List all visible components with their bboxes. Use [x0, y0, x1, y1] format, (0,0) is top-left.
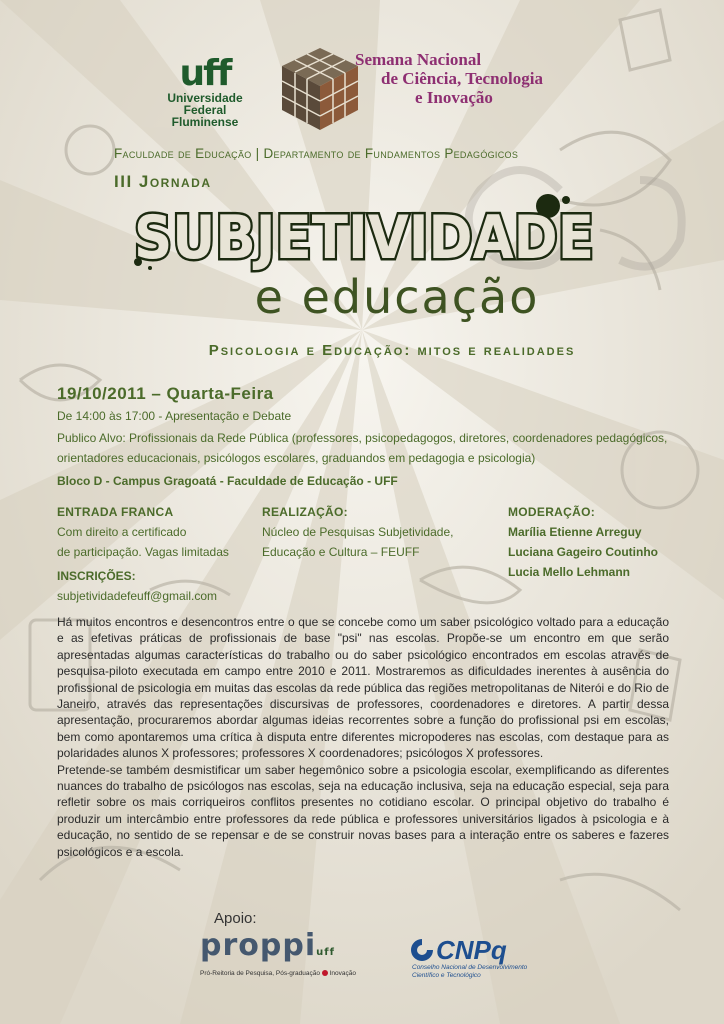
description-paragraph-1: Há muitos encontros e desencontros entre o que se concebe como um saber psicológico voltado para a educação e as efetivas práticas de profissionais de base "psi" nas escolas. Propõe-se um encontro em que serão apresentadas algumas características do trabalho ou do saber psicológico encontrados em escolas através de pesquisa-piloto executada em campo entre 2010 e 2011. Mostraremos as dificuldades inerentes à ausência do profissional de psicologia em muitas das escolas da rede pública das regiões metropolitanas de Niterói e do Rio de Janeiro, através das representações discursivas de professores, coordenadores e diretores. A partir dessa apresentação, procuraremos abordar algumas ideias recorrentes sobre a função do profissional psi em escolas, bem como apontaremos uma crítica à disputa entre diferentes micropoderes nas escolas, com destaque para as polaridades alunos X professores; professores X coordenadores; psicólogos X professores.: [57, 615, 669, 761]
target-audience: Publico Alvo: Profissionais da Rede Pública (professores, psicopedagogos, diretores, coordenadores pedagógicos, orientadores educacionais, psicólogos escolares, graduandos em pedagogia e psicologia): [57, 431, 668, 465]
event-time: De 14:00 às 17:00 - Apresentação e Debate: [57, 409, 292, 423]
cnpq-mark-text: CNPq: [436, 935, 507, 965]
uff-logo-name-3: Fluminense: [171, 115, 239, 129]
inscricoes-block: [57, 566, 217, 606]
entrada-franca-block: [57, 502, 257, 562]
entrada-line-2: de participação. Vagas limitadas: [57, 545, 229, 559]
uff-logo-name-2: Federal: [183, 103, 227, 117]
proppi-logo: [200, 930, 370, 978]
description-paragraph-2: Pretende-se também desmistificar um saber hegemônico sobre a psicologia escolar, exemplificando as diferentes nuances do trabalho de psicólogos nas escolas, seja na educação inclusiva, seja na educação especial, seja para refletir sobre os mais corriqueiros conflitos presentes no cotidiano escolar. O principal objetivo do trabalho é produzir um intercâmbio entre professores da rede pública e professores universitários ligados à psicologia e à educação, no sentido de se repensar e de se construir novas bases para a interação entre os saberes e fazeres psicológicos e a escola.: [57, 762, 669, 859]
entrada-franca-heading: ENTRADA FRANCA: [57, 505, 174, 519]
snct-line-2: de Ciência, Tecnologia: [381, 69, 543, 88]
proppi-logo-mark: [200, 930, 370, 969]
uff-logo-mark: uff: [179, 53, 231, 94]
snct-line-3: e Inovação: [415, 88, 493, 107]
moderacao-block: [508, 502, 708, 582]
proppi-uff-text: uff: [316, 947, 335, 958]
cnpq-caption-2: Científico e Tecnológico: [412, 972, 481, 979]
faculty-line: Faculdade de Educação | Departamento de Fundamentos Pedagógicos: [114, 146, 519, 161]
title-subline: e educação: [254, 270, 540, 324]
proppi-caption-2: Inovação: [329, 970, 356, 977]
moderacao-heading: MODERAÇÃO:: [508, 505, 595, 519]
main-title: [130, 196, 600, 272]
inscricoes-email[interactable]: subjetividadefeuff@gmail.com: [57, 589, 218, 603]
moderator-name: Marília Etienne Arreguy: [508, 525, 642, 539]
realizacao-line-2: Educação e Cultura – FEUFF: [262, 545, 420, 559]
cnpq-logo: [408, 936, 558, 980]
realizacao-heading: REALIZAÇÃO:: [262, 505, 348, 519]
cnpq-swirl-icon: [408, 937, 436, 963]
uff-logo: [160, 53, 250, 129]
event-location: Bloco D - Campus Gragoatá - Faculdade de Educação - UFF: [57, 474, 398, 488]
entrada-line-1: Com direito a certificado: [57, 525, 187, 539]
apoio-label: Apoio:: [214, 910, 257, 927]
proppi-caption: [200, 969, 370, 978]
snct-line-1: Semana Nacional: [355, 50, 482, 69]
proppi-mark-text: proppi: [200, 928, 317, 963]
event-date: 19/10/2011 – Quarta-Feira: [57, 384, 274, 403]
description-text: [57, 614, 669, 860]
semana-nacional-title: [355, 50, 595, 107]
subtitle: Psicologia e Educação: mitos e realidades: [208, 342, 576, 359]
red-dot-icon: [322, 970, 328, 976]
realizacao-line-1: Núcleo de Pesquisas Subjetividade,: [262, 525, 454, 539]
cnpq-logo-mark: [408, 936, 558, 964]
inscricoes-heading: INSCRIÇÕES:: [57, 569, 136, 583]
main-title-text: SUBJETIVIDADE: [134, 203, 594, 273]
uff-logo-name-1: Universidade: [167, 91, 243, 105]
realizacao-block: [262, 502, 502, 562]
moderator-name: Lucia Mello Lehmann: [508, 565, 631, 579]
moderator-name: Luciana Gageiro Coutinho: [508, 545, 659, 559]
cnpq-caption-1: Conselho Nacional de Desenvolvimento: [412, 964, 528, 971]
jornada-label: III Jornada: [114, 172, 212, 191]
cube-logo-icon: [280, 46, 360, 132]
proppi-caption-text: Pró-Reitoria de Pesquisa, Pós-graduação: [200, 970, 320, 977]
